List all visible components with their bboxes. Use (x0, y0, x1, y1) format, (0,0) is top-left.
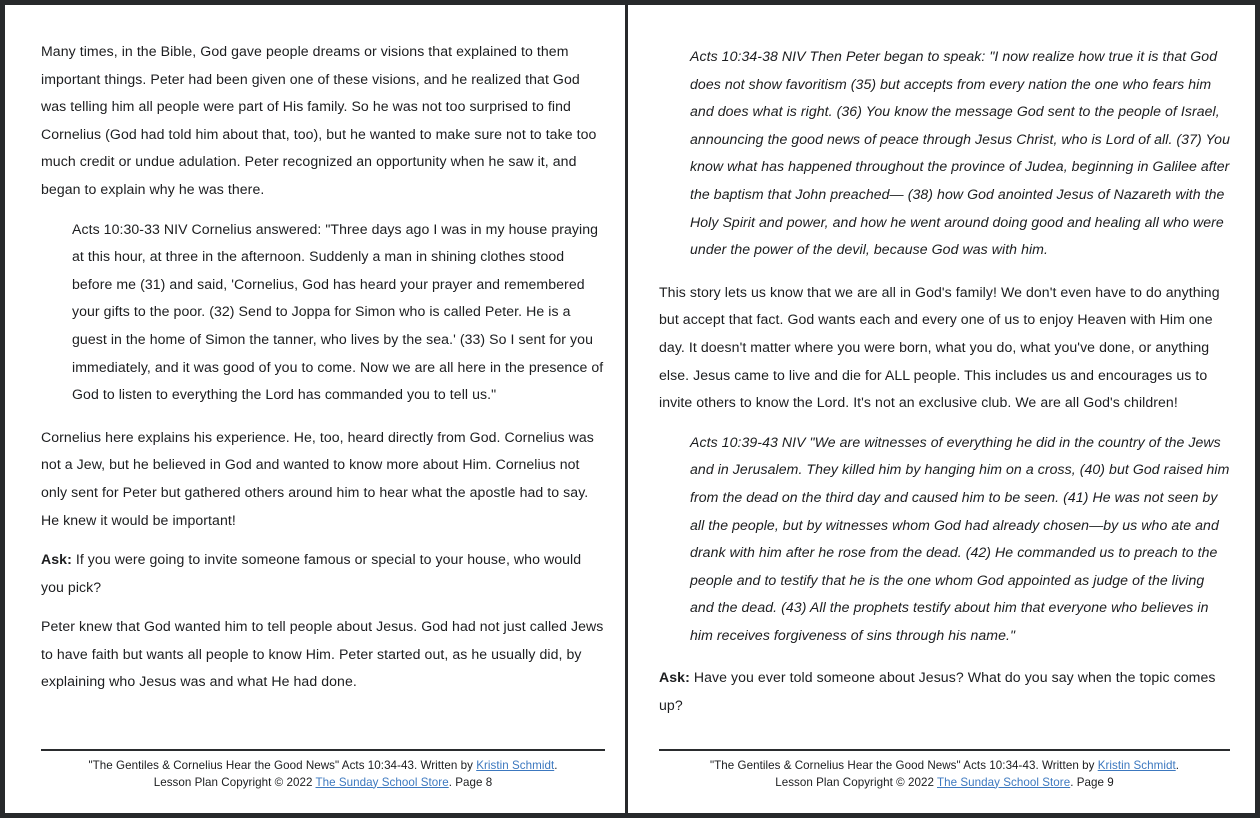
author-link-left[interactable]: Kristin Schmidt (476, 759, 555, 772)
ask-prompt-right (659, 664, 1230, 719)
footer-divider-right (659, 749, 1230, 751)
page-right-footer (628, 749, 1252, 791)
paragraph-intro: Many times, in the Bible, God gave people dreams or visions that explained to them important things. Peter had been given one of these visions, and he realized that God was telling him all people were part of His family. So he was not too surprised to find Cornelius (God had told him about that, too), but he wanted to make sure not to take too much credit or undue adulation. Peter recognized an opportunity when he saw it, and began to explain why he was there. (41, 43, 597, 197)
footer-divider-left (41, 749, 605, 751)
ask-label-left: Ask: (41, 551, 72, 568)
footer-page-number-left: . Page 8 (448, 775, 493, 789)
paragraph-commentary: Cornelius here explains his experience. He, too, heard directly from God. Cornelius was not a Jew, but he believed in God and wanted to know more about Him. Cornelius not only sent for Peter but gathered others around him to hear what the apostle had to say. He knew it would be important! (41, 428, 594, 528)
author-link-right[interactable]: Kristin Schmidt (1097, 759, 1176, 772)
scripture-quote-acts-10-34-38: Acts 10:34-38 NIV Then Peter began to speak: "I now realize how true it is that God does not show favoritism (35) but accepts from every nation the one who fears him and does what is right. (36) You know the message God sent to the people of Israel, announcing the good news of peace through Jesus Christ, who is Lord of all. (37) You know what has happened throughout the province of Judea, beginning in Galilee after the baptism that John preached— (38) how God anointed Jesus of Nazareth with the Holy Spirit and power, and how he went around doing good and healing all who were under the power of the devil, because God was with him. (690, 48, 1230, 258)
page-left-content (41, 5, 605, 728)
scripture-quote-acts-10-39-43: Acts 10:39-43 NIV "We are witnesses of everything he did in the country of the Jews and in Jerusalem. They killed him by hanging him on a cross, (40) but God raised him from the dead on the third day and caused him to be seen. (41) He was not seen by all the people, but by witnesses whom God had already chosen—by us who ate and drank with him after he rose from the dead. (42) He commanded us to preach to the people and to testify that he is the one whom God appointed as judge of the living and the dead. (43) All the prophets testify about him that everyone who believes in him receives forgiveness of sins through his name." (690, 433, 1230, 643)
page-left-footer (5, 749, 625, 791)
footer-title-text-right: "The Gentiles & Cornelius Hear the Good News" Acts 10:34-43. Written by (710, 759, 1098, 772)
page-right-content (659, 5, 1230, 728)
page-left (5, 5, 625, 813)
store-link-left[interactable]: The Sunday School Store (315, 775, 449, 789)
footer-line-2-left (41, 775, 605, 792)
footer-title-suffix-left: . (554, 759, 558, 772)
paragraph-commentary-right: This story lets us know that we are all in God's family! We don't even have to do anything but accept that fact. God wants each and every one of us to enjoy Heaven with Him one day. It doesn't matter where you were born, what you do, what you've done, or anything else. Jesus came to live and die for ALL people. This includes us and encourages us to invite others to know the Lord. It's not an exclusive club. We are all God's children! (659, 283, 1220, 411)
paragraph-closing: Peter knew that God wanted him to tell people about Jesus. God had not just called Jews to have faith but wants all people to know Him. Peter started out, as he usually did, by explaining who Jesus was and what He had done. (41, 618, 604, 690)
footer-line-1-right (659, 758, 1230, 775)
footer-line-1-left (41, 758, 605, 775)
ask-prompt-left (41, 546, 605, 601)
page-right (628, 5, 1252, 813)
footer-copyright-text-right: Lesson Plan Copyright © 2022 (775, 775, 938, 789)
footer-title-suffix-right: . (1175, 759, 1179, 772)
ask-label-right: Ask: (659, 669, 690, 686)
ask-question-right: Have you ever told someone about Jesus? What do you say when the topic comes up? (659, 669, 1216, 714)
scripture-quote-acts-10-30-33: Acts 10:30-33 NIV Cornelius answered: "Three days ago I was in my house praying at this hour, at three in the afternoon. Suddenly a man in shining clothes stood before me (31) and said, 'Cornelius, God has heard your prayer and remembered your gifts to the poor. (32) Send to Joppa for Simon who is called Peter. He is a guest in the home of Simon the tanner, who lives by the sea.' (33) So I sent for you immediately, and it was good of you to come. Now we are all here in the presence of God to listen to everything the Lord has commanded you to tell us." (72, 220, 604, 403)
ask-question-left: If you were going to invite someone famous or special to your house, who would you pick? (41, 551, 582, 595)
store-link-right[interactable]: The Sunday School Store (937, 775, 1071, 789)
footer-title-text-left: "The Gentiles & Cornelius Hear the Good News" Acts 10:34-43. Written by (88, 759, 477, 772)
footer-copyright-text-left: Lesson Plan Copyright © 2022 (153, 775, 316, 789)
footer-line-2-right (659, 775, 1230, 792)
footer-page-number-right: . Page 9 (1070, 775, 1114, 789)
